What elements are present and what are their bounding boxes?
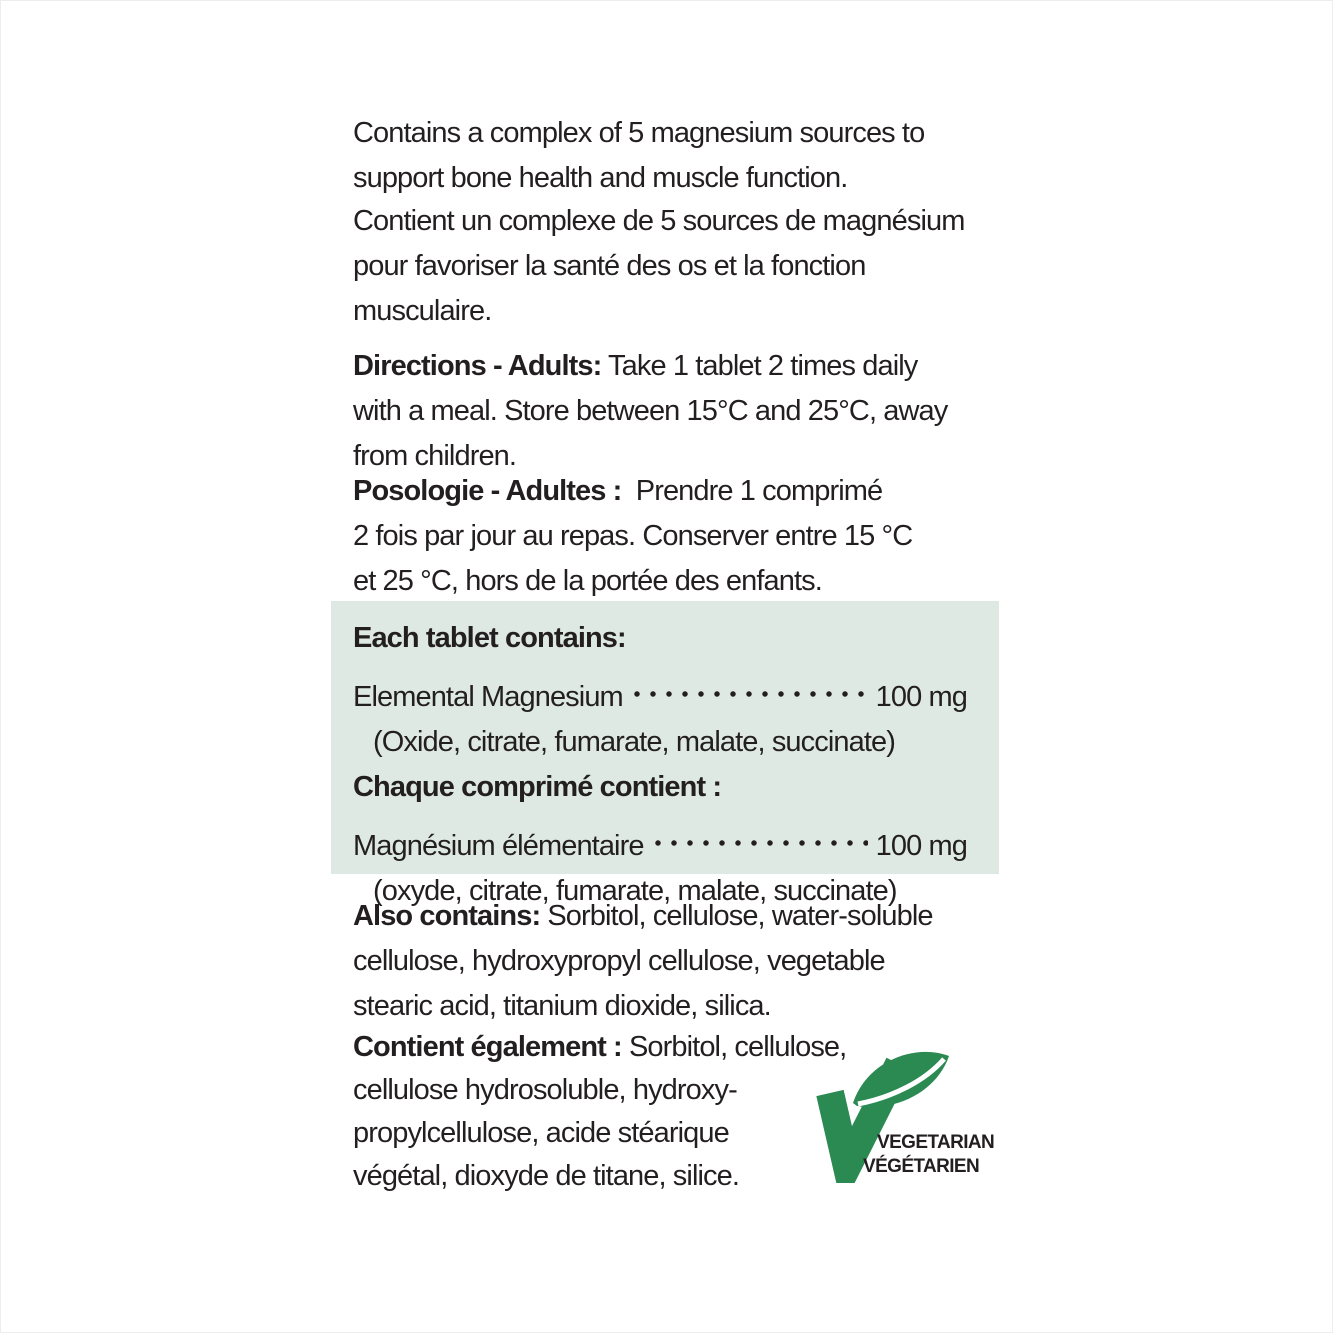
intro-paragraph-en xyxy=(353,111,924,201)
dotted-leader xyxy=(629,661,868,706)
text-line: pour favoriser la santé des os et la fonction xyxy=(353,250,866,282)
text-line xyxy=(353,469,912,514)
also-contains-en-text: Sorbitol, cellulose, water-soluble xyxy=(540,900,933,932)
also-contains-en-heading: Also contains: xyxy=(353,900,541,932)
text-line: musculaire. xyxy=(353,295,492,327)
directions-fr-heading: Posologie - Adultes : xyxy=(353,475,622,507)
text-line: cellulose, hydroxypropyl cellulose, vegetable xyxy=(353,945,885,977)
text-line xyxy=(353,894,933,939)
text-line: from children. xyxy=(353,440,517,472)
directions-paragraph-fr xyxy=(353,469,912,604)
ingredient-row-en xyxy=(353,661,967,720)
ingredient-sources-fr: (oxyde, citrate, fumarate, malate, succinate) xyxy=(373,875,897,907)
text-line xyxy=(353,1026,846,1069)
text-line xyxy=(353,344,947,389)
ingredient-name: Magnésium élémentaire xyxy=(353,830,644,862)
vegetarian-label-fr: VÉGÉTARIEN xyxy=(863,1156,980,1177)
text-line: et 25 °C, hors de la portée des enfants. xyxy=(353,565,822,597)
text-line: végétal, dioxyde de titane, silice. xyxy=(353,1160,740,1192)
leaf-icon xyxy=(853,1052,949,1107)
vegetarian-label-en: VEGETARIAN xyxy=(877,1132,995,1153)
ingredient-row-fr xyxy=(353,810,967,869)
ingredient-amount: 100 mg xyxy=(875,830,967,862)
text-line: with a meal. Store between 15°C and 25°C, away xyxy=(353,395,948,427)
directions-fr-text: Prendre 1 comprimé xyxy=(621,475,883,507)
also-contains-paragraph-en xyxy=(353,894,933,1029)
ingredient-name: Elemental Magnesium xyxy=(353,681,623,713)
text-line: 2 fois par jour au repas. Conserver entre 15 °C xyxy=(353,520,913,552)
text-line: cellulose hydrosoluble, hydroxy- xyxy=(353,1074,737,1106)
ingredient-amount: 100 mg xyxy=(875,681,967,713)
text-line: Contient un complexe de 5 sources de magnésium xyxy=(353,205,965,237)
facts-header-en: Each tablet contains: xyxy=(353,622,626,654)
text-line: stearic acid, titanium dioxide, silica. xyxy=(353,990,771,1022)
text-line: propylcellulose, acide stéarique xyxy=(353,1117,729,1149)
text-line: Contains a complex of 5 magnesium sources to xyxy=(353,117,925,149)
dotted-leader xyxy=(650,810,868,855)
directions-en-text: Take 1 tablet 2 times daily xyxy=(601,350,918,382)
directions-en-heading: Directions - Adults: xyxy=(353,350,602,382)
intro-paragraph-fr xyxy=(353,199,964,334)
ingredient-sources-en: (Oxide, citrate, fumarate, malate, succinate) xyxy=(373,726,895,758)
also-contains-fr-text: Sorbitol, cellulose, xyxy=(621,1031,847,1063)
directions-paragraph-en xyxy=(353,344,947,479)
facts-header-fr: Chaque comprimé contient : xyxy=(353,771,722,803)
also-contains-paragraph-fr xyxy=(353,1026,846,1198)
also-contains-fr-heading: Contient également : xyxy=(353,1031,622,1063)
text-line: support bone health and muscle function. xyxy=(353,162,848,194)
supplement-facts-box xyxy=(331,601,999,907)
